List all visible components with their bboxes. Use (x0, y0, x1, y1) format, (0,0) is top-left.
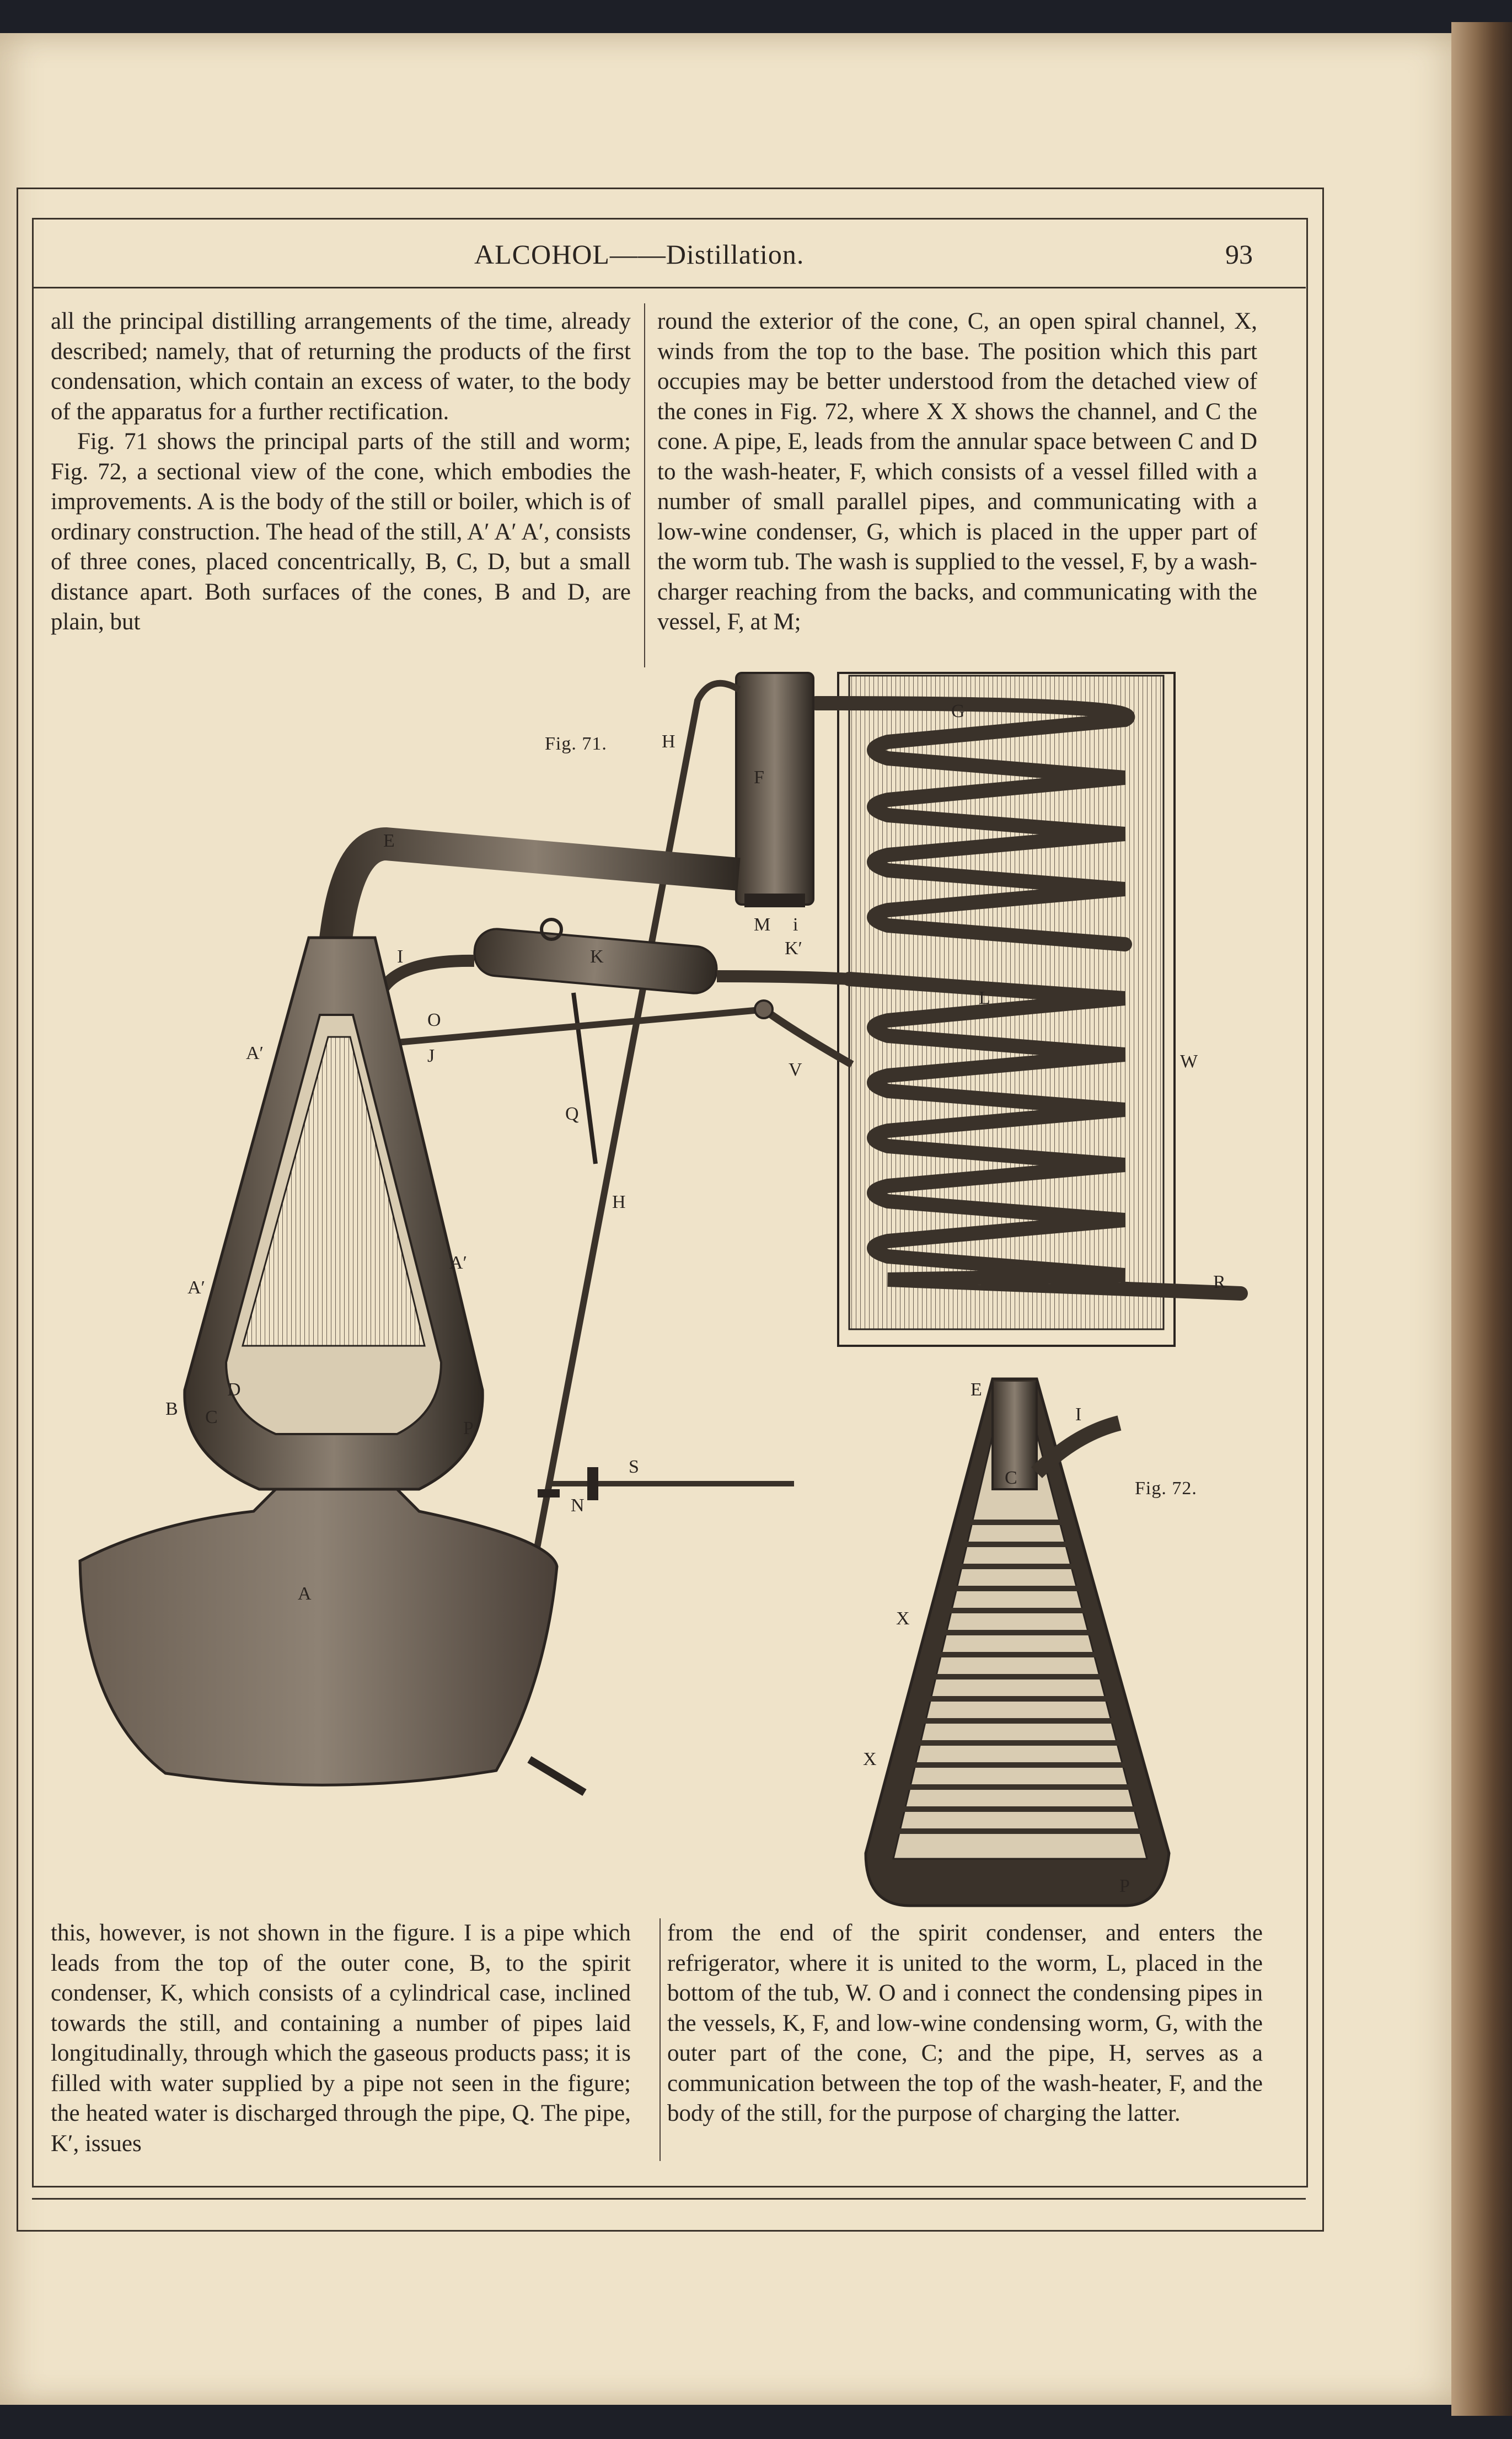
label-c: C (205, 1407, 218, 1427)
page-number: 93 (1225, 239, 1253, 270)
label-i: I (397, 946, 404, 967)
label-i-small: i (793, 914, 798, 935)
label-72-i: I (1075, 1404, 1082, 1425)
fig-71-caption: Fig. 71. (545, 734, 607, 754)
label-w: W (1180, 1051, 1198, 1072)
column-1-top (51, 307, 631, 638)
label-s: S (629, 1457, 639, 1477)
label-72-x-2: X (863, 1749, 877, 1769)
label-l: L (979, 988, 990, 1008)
label-h-2: H (612, 1192, 626, 1212)
still-boiler (80, 1489, 585, 1793)
label-a-prime-3: A′ (449, 1253, 467, 1273)
label-72-p: P (1119, 1876, 1130, 1896)
label-r: R (1213, 1272, 1226, 1292)
label-g: G (951, 701, 965, 721)
label-a: A (298, 1584, 312, 1604)
paragraph: round the exterior of the cone, C, an open spiral channel, X, winds from the top to the base. The position which this part occupies may be better understood from the detached view of the cones in Fig. 72, where X X shows the channel, and C the cone. A pipe, E, leads from the annular space between C and D to the wash-heater, F, which consists of a vessel filled with a number of small parallel pipes, and communicating with a low-wine condenser, G, which is placed in the upper part of the worm tub. The wash is supplied to the vessel, F, by a wash-charger reaching from the backs, and communicating with the vessel, F, at M; (657, 308, 1257, 635)
fig-72-cone (866, 1379, 1169, 1906)
header-rule (32, 287, 1306, 288)
column-2-top (657, 307, 1257, 638)
pipe-j (397, 1009, 766, 1042)
label-p: P (463, 1418, 474, 1438)
fig-71-illustration (66, 662, 1279, 1930)
label-h-1: H (662, 731, 675, 752)
label-b: B (165, 1399, 178, 1419)
running-title: ALCOHOL——Distillation. (474, 239, 805, 270)
label-q: Q (565, 1104, 579, 1124)
label-v: V (789, 1060, 802, 1080)
column-2-bottom (667, 1918, 1263, 2129)
label-a-prime-1: A′ (246, 1043, 264, 1063)
label-o: O (427, 1010, 441, 1030)
label-k: K (590, 946, 604, 967)
footer-rule (32, 2198, 1306, 2200)
column-rule-top (644, 303, 645, 667)
label-72-c: C (1005, 1468, 1017, 1488)
label-n: N (571, 1495, 585, 1516)
label-m: M (754, 914, 771, 935)
label-72-e: E (971, 1379, 982, 1400)
book-edge (1451, 22, 1512, 2416)
column-rule-bottom (660, 1918, 661, 2161)
label-e: E (383, 831, 395, 851)
column-1-bottom (51, 1918, 631, 2159)
label-k-prime: K′ (785, 938, 802, 959)
paragraph: from the end of the spirit condenser, and enters the refrigerator, where it is united to the worm, L, placed in the bottom of the tub, W. O and i connect the condensing pipes in the vessels, K, F, and low-wine condensing worm, G, with the outer part of the cone, C; and the pipe, H, serves as a communication between the top of the wash-heater, F, and the body of the still, for the purpose of charging the latter. (667, 1920, 1263, 2126)
wash-heater (736, 673, 813, 907)
label-72-x-1: X (896, 1608, 910, 1629)
pipe-h (529, 683, 739, 1588)
paragraph: this, however, is not shown in the figure. I is a pipe which leads from the top of the outer cone, B, to the spirit condenser, K, which consists of a cylindrical case, inclined towards the still, and containing a number of pipes laid longitudinally, through which the gaseous products pass; it is filled with water supplied by a pipe not seen in the figure; the heated water is discharged through the pipe, Q. The pipe, K′, issues (51, 1920, 631, 2157)
paragraph: Fig. 71 shows the principal parts of the still and worm; Fig. 72, a sectional view of the cone, which embodies the improvements. A is the body of the still or boiler, which is of ordinary construction. The head of the still, A′ A′ A′, consists of three cones, placed concentrically, B, C, D, but a small distance apart. Both surfaces of the cones, B and D, are plain, but (51, 429, 631, 635)
label-d: D (227, 1379, 241, 1400)
paragraph: all the principal distilling arrangements of the time, already described; namely, that of returning the products of the first condensation, which contain an excess of water, to the body of the apparatus for a further rectification. (51, 308, 631, 425)
label-f: F (754, 767, 764, 788)
fig-72-caption: Fig. 72. (1135, 1478, 1197, 1499)
label-j: J (427, 1046, 435, 1066)
label-a-prime-2: A′ (187, 1277, 205, 1298)
